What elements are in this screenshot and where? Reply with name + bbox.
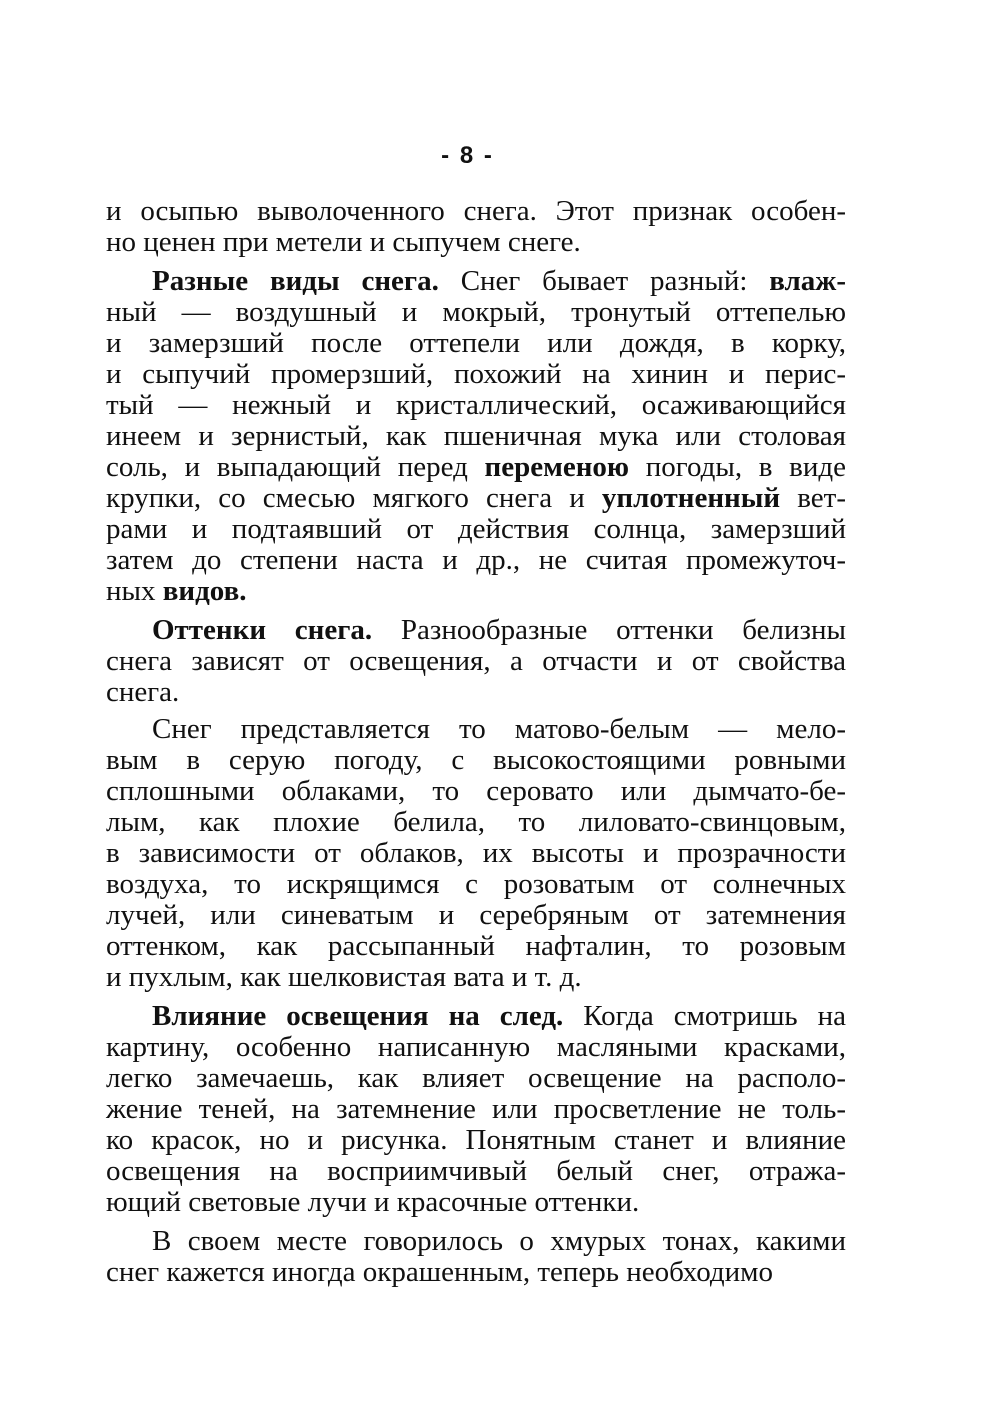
- text-segment: ных: [106, 575, 163, 607]
- text-segment: ко красок, но и рисунка. Понятным станет и влияние: [106, 1124, 846, 1156]
- text-line: [106, 1125, 846, 1156]
- text-line: [106, 615, 846, 646]
- text-segment: и осыпью выволоченного снега. Этот признак особен-: [106, 195, 846, 227]
- text-line: [106, 328, 846, 359]
- text-segment: ный — воздушный и мокрый, тронутый оттепелью: [106, 296, 846, 328]
- text-line: [106, 1001, 846, 1032]
- paragraph: [106, 615, 846, 708]
- text-line: [106, 1187, 846, 1218]
- text-line: [106, 196, 846, 227]
- text-line: [106, 1063, 846, 1094]
- bold-text: Влияние освещения на след.: [152, 1000, 564, 1032]
- text-segment: В своем месте говорилось о хмурых тонах, какими: [152, 1225, 846, 1257]
- page-number: - 8 -: [441, 142, 494, 169]
- text-segment: но ценен при метели и сыпучем снеге.: [106, 226, 581, 258]
- paragraph: [106, 196, 846, 258]
- text-line: [106, 838, 846, 869]
- text-line: [106, 869, 846, 900]
- book-text: [106, 196, 846, 1288]
- paragraph: [106, 1226, 846, 1288]
- text-segment: вет-: [780, 482, 846, 514]
- text-segment: и пухлым, как шелковистая вата и т. д.: [106, 961, 582, 993]
- text-line: [106, 646, 846, 677]
- text-line: [106, 227, 846, 258]
- text-segment: воздуха, то искрящимся с розоватым от солнечных: [106, 868, 846, 900]
- text-line: [106, 1032, 846, 1063]
- text-segment: картину, особенно написанную масляными красками,: [106, 1031, 846, 1063]
- text-segment: рами и подтаявший от действия солнца, замерзший: [106, 513, 846, 545]
- text-segment: тый — нежный и кристаллический, осаживающийся: [106, 389, 846, 421]
- text-segment: легко замечаешь, как влияет освещение на располо-: [106, 1062, 846, 1094]
- text-segment: в зависимости от облаков, их высоты и прозрачности: [106, 837, 846, 869]
- text-line: [106, 776, 846, 807]
- text-line: [106, 359, 846, 390]
- text-segment: Снег бывает разный:: [438, 265, 770, 297]
- text-segment: затем до степени наста и др., не считая промежуточ-: [106, 544, 846, 576]
- text-segment: крупки, со смесью мягкого снега и: [106, 482, 602, 514]
- text-line: [106, 1257, 846, 1288]
- paragraph: [106, 1001, 846, 1218]
- bold-text: влаж-: [769, 265, 846, 297]
- text-line: [106, 576, 846, 607]
- bold-text: уплотненный: [601, 482, 781, 514]
- text-line: [106, 677, 846, 708]
- bold-text: переменою: [484, 451, 630, 483]
- text-segment: освещения на восприимчивый белый снег, отража-: [106, 1155, 846, 1187]
- text-line: [106, 483, 846, 514]
- text-segment: соль, и выпадающий перед: [106, 451, 485, 483]
- paragraph: [106, 714, 846, 993]
- text-line: [106, 1156, 846, 1187]
- text-segment: снега зависят от освещения, а отчасти и от свойства: [106, 645, 846, 677]
- text-line: [106, 545, 846, 576]
- text-line: [106, 745, 846, 776]
- bold-text: Разные виды снега.: [152, 265, 439, 297]
- text-line: [106, 452, 846, 483]
- text-segment: Разнообразные оттенки белизны: [372, 614, 847, 646]
- text-segment: лым, как плохие белила, то лиловато-свинцовым,: [106, 806, 846, 838]
- text-segment: инеем и зернистый, как пшеничная мука или столовая: [106, 420, 846, 452]
- text-line: [106, 962, 846, 993]
- bold-text: Оттенки снега.: [152, 614, 373, 646]
- text-segment: снега.: [106, 676, 180, 708]
- text-segment: Когда смотришь на: [563, 1000, 846, 1032]
- text-line: [106, 266, 846, 297]
- text-segment: жение теней, на затемнение или просветление не толь-: [106, 1093, 846, 1125]
- text-segment: Снег представляется то матово-белым — мело-: [152, 713, 846, 745]
- paragraph: [106, 266, 846, 607]
- text-line: [106, 1094, 846, 1125]
- text-segment: и сыпучий промерзший, похожий на хинин и перис-: [106, 358, 846, 390]
- text-segment: сплошными облаками, то серовато или дымчато-бе-: [106, 775, 846, 807]
- text-line: [106, 900, 846, 931]
- text-segment: лучей, или синеватым и серебряным от затемнения: [106, 899, 846, 931]
- text-line: [106, 714, 846, 745]
- bold-text: видов.: [162, 575, 247, 607]
- text-line: [106, 390, 846, 421]
- text-segment: и замерзший после оттепели или дождя, в корку,: [106, 327, 846, 359]
- text-segment: снег кажется иногда окрашенным, теперь необходимо: [106, 1256, 773, 1288]
- text-line: [106, 1226, 846, 1257]
- text-line: [106, 931, 846, 962]
- text-segment: оттенком, как рассыпанный нафталин, то розовым: [106, 930, 846, 962]
- text-line: [106, 297, 846, 328]
- text-line: [106, 421, 846, 452]
- text-line: [106, 807, 846, 838]
- text-segment: ющий световые лучи и красочные оттенки.: [106, 1186, 640, 1218]
- text-line: [106, 514, 846, 545]
- text-segment: вым в серую погоду, с высокостоящими ровными: [106, 744, 846, 776]
- text-segment: погоды, в виде: [629, 451, 846, 483]
